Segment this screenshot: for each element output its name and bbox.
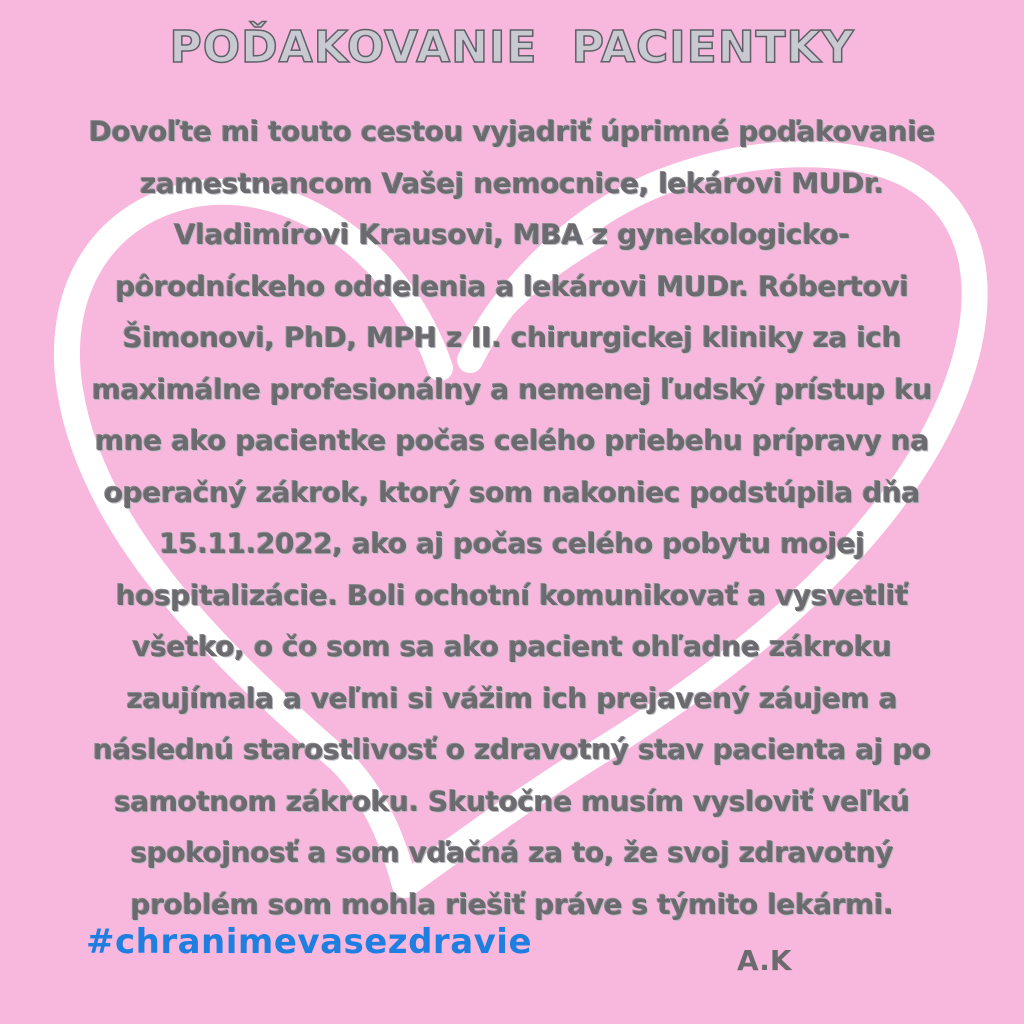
message-line: spokojnosť a som vďačná za to, že svoj zdravotný — [130, 836, 894, 869]
message-line: operačný zákrok, ktorý som nakoniec podstúpila dňa — [103, 475, 921, 509]
message-line: všetko, o čo som sa ako pacient ohľadne zákroku — [132, 630, 892, 663]
message-line: Šimonovi, PhD, MPH z II. chirurgickej kliniky za ich — [122, 321, 902, 354]
hashtag: #chranimevasezdravie — [86, 922, 533, 962]
message-line: mne ako pacientke počas celého priebehu prípravy na — [95, 424, 929, 457]
message-line: Vladimírovi Krausovi, MBA z gynekologicko- — [174, 218, 850, 251]
message-line: zaujímala a veľmi si vážim ich prejavený záujem a — [126, 681, 898, 715]
message-line: maximálne profesionálny a nemenej ľudský prístup ku — [91, 372, 933, 406]
message-line: problém som mohla riešiť práve s týmito lekármi. — [130, 887, 894, 921]
thank-you-message — [40, 106, 984, 930]
signature: A.K — [737, 944, 792, 977]
page-title: POĎAKOVANIE PACIENTKY — [169, 22, 855, 73]
message-line: zamestnancom Vašej nemocnice, lekárovi MUDr. — [140, 166, 884, 200]
message-line: následnú starostlivosť o zdravotný stav pacienta aj po — [92, 733, 932, 766]
message-line: pôrodníckeho oddelenia a lekárovi MUDr. Róbertovi — [115, 269, 909, 303]
message-line: samotnom zákroku. Skutočne musím vysloviť veľkú — [114, 784, 910, 818]
message-line: Dovoľte mi touto cestou vyjadriť úprimné poďakovanie — [88, 115, 936, 148]
message-line: hospitalizácie. Boli ochotní komunikovať a vysvetliť — [115, 578, 909, 612]
message-line: 15.11.2022, ako aj počas celého pobytu mojej — [159, 527, 865, 560]
